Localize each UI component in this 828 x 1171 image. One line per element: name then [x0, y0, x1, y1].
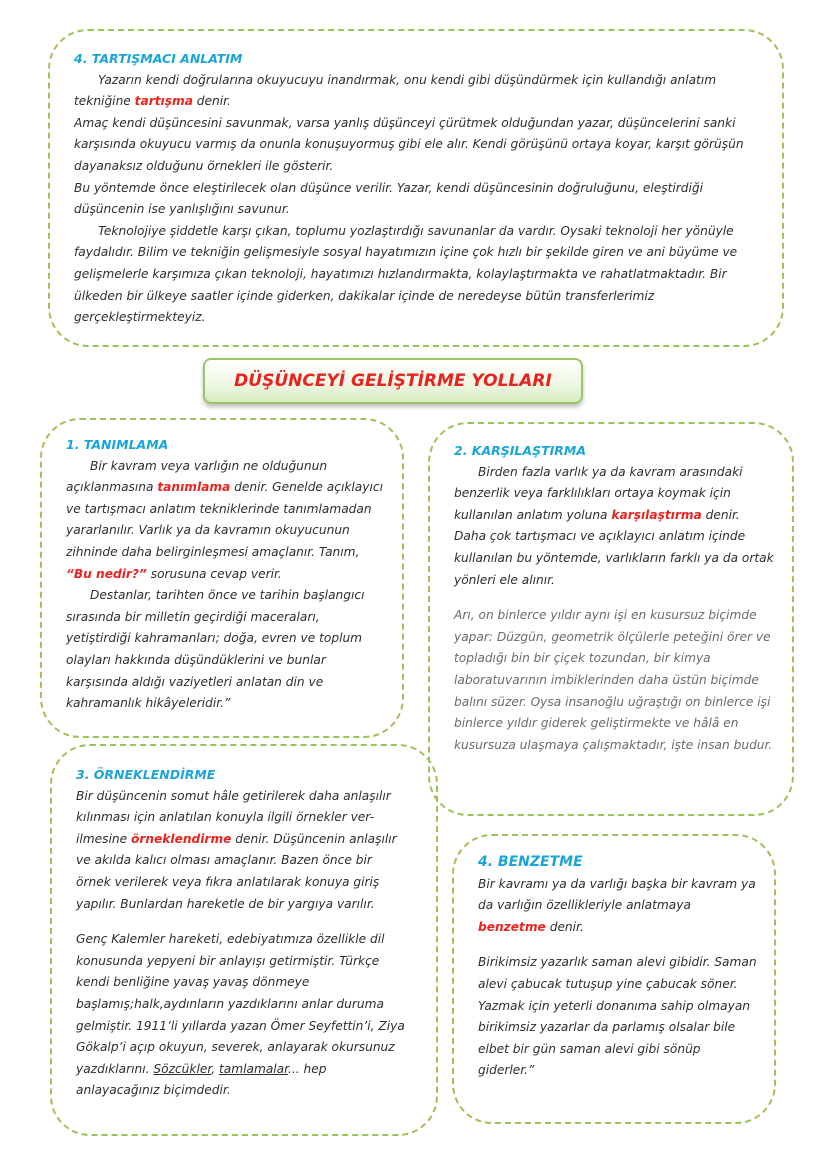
- tartismaci-content: [74, 48, 764, 329]
- karsilastirma-content: [454, 440, 774, 756]
- benzetme-heading: 4. BENZETME: [478, 854, 583, 870]
- karsilastirma-definition: Birden fazla varlık ya da kavram arasındaki benzerlik veya farklılıkları ortaya koymak için kullanılan anlatım yoluna karşılaştırma denir. Daha çok tartışmacı ve açıklayıcı anlatım içinde kullanılan bu yöntemde, varlıkların farklı ya da ortak yönleri ele alınır.: [454, 464, 774, 587]
- tartismaci-method: Bu yöntemde önce eleştirilecek olan düşünce verilir. Yazar, kendi düşüncesinin doğruluğunu, eleştirdiği düşüncenin ise yanlışlığını savunur.: [74, 180, 703, 217]
- orneklendirme-example: Genç Kalemler hareketi, edebiyatımıza özellikle dil konusunda yepyeni bir anlayışı getirmiştir. Türkçe kendi benliğine yavaş yavaş dönmeye başlamış;halk,aydınların yazdıklarını anlar duruma gelmiştir. 1911’li yıllarda yazan Ömer Seyfettin’i, Ziya Gökalp’i açıp okuyun, severek, anlayarak okursunuz yazdıklarını. Sözcükler, tamlamalar... hep anlayacağınız biçimdedir.: [76, 932, 405, 1098]
- tartismaci-purpose: Amaç kendi düşüncesini savunmak, varsa yanlış düşünceyi çürütmek olduğundan yazar, düşüncelerini sanki karşısında okuyucu varmış da onunla konuşuyormuş gibi ele alır. Kendi görüşünü ortaya koyar, karşıt görüşün dayanaksız olduğunu örnekleri ile gösterir.: [74, 115, 744, 173]
- keyword-tanimlama: tanımlama: [157, 480, 231, 495]
- tanimlama-example: Destanlar, tarihten önce ve tarihin başlangıcı sırasında bir milletin geçirdiği maceraları, yetiştirdiği kahramanları; doğa, evren ve toplum olayları hakkında düşündüklerini ve bunlar karşısında aldığı vaziyetleri anlatan din ve kahramanlık hikâyeleridir.”: [66, 588, 365, 711]
- tanimlama-definition: Bir kavram veya varlığın ne olduğunun açıklanmasına tanımlama denir. Genelde açıklayıcı ve tartışmacı anlatım tekniklerinde tanımlamadan yararlanılır. Varlık ya da kavramın okuyucunun zihninde daha belirginleşmesi amaçlanır. Tanım, “Bu nedir?” sorusuna cevap verir.: [66, 458, 383, 581]
- benzetme-example: Birikimsiz yazarlık saman alevi gibidir. Saman alevi çabucak tutuşup yine çabucak söner. Yazmak için yeterli donanıma sahip olmayan birikimsiz yazarlar da parlamış olsalar bile elbet bir gün saman alevi gibi sönüp giderler.”: [478, 955, 757, 1078]
- orneklendirme-heading: 3. ÖRNEKLENDİRME: [76, 767, 216, 782]
- benzetme-definition: Bir kavramı ya da varlığı başka bir kavram ya da varlığın özellikleriyle anlatmaya benzetme denir.: [478, 876, 756, 934]
- banner-title: DÜŞÜNCEYİ GELİŞTİRME YOLLARI: [234, 371, 552, 391]
- keyword-orneklendirme: örneklendirme: [130, 831, 232, 846]
- karsilastirma-heading: 2. KARŞILAŞTIRMA: [454, 443, 586, 458]
- tartismaci-example: Teknolojiye şiddetle karşı çıkan, toplumu yozlaştırdığı savunanlar da vardır. Oysaki teknoloji her yönüyle faydalıdır. Bilim ve tekniğin gelişmesiyle sosyal hayatımızın içine çok hızlı bir şekilde giren ve ani büyüme ve gelişmelerle karşımıza çıkan teknoloji, hayatımızı hızlandırmakta, kolaylaştırmakta ve rahatlatmaktadır. Bir ülkeden bir ülkeye saatler içinde giderken, dakikalar içinde de neredeyse bütün transferlerimiz gerçekleştirmekteyiz.: [74, 223, 738, 325]
- karsilastirma-example: Arı, on binlerce yıldır aynı işi en kusursuz biçimde yapar: Düzgün, geometrik ölçülerle peteğini örer ve topladığı bin bir çiçek tozundan, bir kimya laboratuvarının imbiklerinden daha üstün biçimde balını süzer. Oysa insanoğlu uğraştığı on binlerce işi binlerce yıldır giderek geliştirmekte ve hâlâ en kusursuza ulaşmaya çalışmaktadır, işte insan budur.: [454, 608, 773, 752]
- tartismaci-heading: 4. TARTIŞMACI ANLATIM: [74, 51, 243, 66]
- underlined-tamlamalar: tamlamalar: [218, 1061, 289, 1076]
- tanimlama-content: [66, 434, 388, 715]
- tanimlama-heading: 1. TANIMLAMA: [66, 437, 169, 452]
- keyword-benzetme: benzetme: [478, 919, 546, 934]
- keyword-karsilastirma: karşılaştırma: [611, 507, 702, 522]
- keyword-bu-nedir: “Bu nedir?”: [66, 566, 147, 581]
- keyword-tartisma: tartışma: [134, 94, 193, 109]
- benzetme-content: [478, 852, 758, 1082]
- orneklendirme-content: [76, 764, 410, 1102]
- underlined-sozcukler: Sözcükler: [153, 1061, 212, 1076]
- tartismaci-definition: Yazarın kendi doğrularına okuyucuyu inandırmak, onu kendi gibi düşündürmek için kullandığı anlatım tekniğine tartışma denir.: [74, 72, 717, 109]
- section-banner: [203, 358, 583, 404]
- orneklendirme-definition: Bir düşüncenin somut hâle getirilerek daha anlaşılır kılınması için anlatılan konuyla ilgili örnekler ver-ilmesine örneklendirme denir. Düşüncenin anlaşılır ve akılda kalıcı olması amaçlanır. Bazen önce bir örnek verilerek veya fıkra anlatılarak konuya giriş yapılır. Bunlardan hareketle de bir yargıya varılır.: [76, 788, 397, 911]
